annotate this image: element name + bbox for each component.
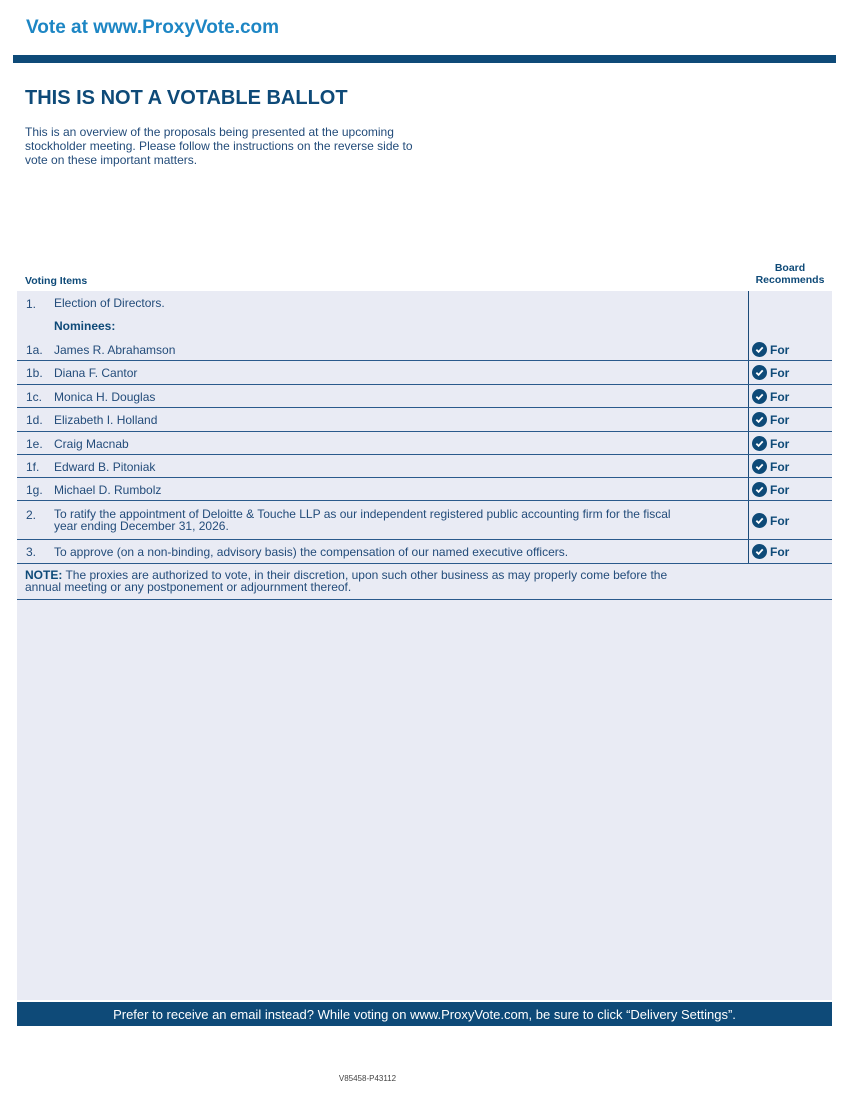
nominee-name: Michael D. Rumbolz	[54, 483, 162, 497]
nominee-name: Diana F. Cantor	[54, 366, 138, 380]
recommendation-label: For	[770, 436, 790, 451]
nominee-number: 1e.	[26, 437, 43, 451]
nominee-name: Craig Macnab	[54, 437, 129, 451]
table-row-nominee-1d	[17, 408, 832, 432]
board-recommends-line1: Board	[774, 262, 806, 274]
check-circle-icon	[752, 342, 767, 357]
intro-text: This is an overview of the proposals being presented at the upcoming stockholder meeting. Please follow the instructions on the reverse side to vote on these important matters.	[25, 125, 413, 167]
item-2-text	[54, 508, 744, 532]
nominee-name: Elizabeth I. Holland	[54, 413, 158, 427]
recommendation	[752, 459, 789, 474]
table-row-nominee-1f	[17, 455, 832, 478]
note-label: NOTE:	[25, 568, 63, 582]
item-2-line2: year ending December 31, 2026.	[54, 519, 229, 533]
check-circle-icon	[752, 436, 767, 451]
item-2-line1: To ratify the appointment of Deloitte & Touche LLP as our independent registered public accounting firm for the fiscal	[54, 507, 671, 521]
check-circle-icon	[752, 513, 767, 528]
note-line-2: annual meeting or any postponement or adjournment thereof.	[25, 580, 352, 594]
table-row-nominee-1b	[17, 361, 832, 385]
table-row-nominee-1g	[17, 478, 832, 501]
nominee-number: 1a.	[26, 343, 43, 357]
item-2-row	[17, 501, 832, 540]
recommendation-label: For	[770, 342, 790, 357]
nominee-name: James R. Abrahamson	[54, 343, 176, 357]
header-rule	[13, 55, 836, 63]
item-3-number: 3.	[26, 545, 37, 559]
nominee-name: Edward B. Pitoniak	[54, 460, 156, 474]
recommendation	[752, 513, 789, 528]
nominee-number: 1c.	[26, 390, 43, 404]
item-3-text: To approve (on a non-binding, advisory basis) the compensation of our named executive officers.	[54, 545, 569, 559]
nominee-number: 1d.	[26, 413, 43, 427]
recommendation-label: For	[770, 482, 790, 497]
recommendation	[752, 365, 789, 380]
recommendation-label: For	[770, 459, 790, 474]
recommendation	[752, 342, 789, 357]
recommendation	[752, 389, 789, 404]
site-title: Vote at www.ProxyVote.com	[26, 17, 280, 38]
document-code: V85458-P43112	[338, 1074, 397, 1083]
nominee-number: 1g.	[26, 483, 43, 497]
check-circle-icon	[752, 412, 767, 427]
table-row-nominee-1e	[17, 432, 832, 455]
recommendation-label: For	[770, 513, 790, 528]
recommendation	[752, 436, 789, 451]
item-1-row	[17, 297, 832, 311]
nominee-name: Monica H. Douglas	[54, 390, 156, 404]
note-rule	[17, 599, 832, 600]
note-text	[25, 569, 760, 593]
delivery-settings-banner	[17, 1002, 832, 1026]
check-circle-icon	[752, 459, 767, 474]
nominee-number: 1b.	[26, 366, 43, 380]
item-1-text: Election of Directors.	[54, 296, 165, 310]
nominee-number: 1f.	[26, 460, 40, 474]
ballot-heading: THIS IS NOT A VOTABLE BALLOT	[25, 87, 348, 109]
check-circle-icon	[752, 544, 767, 559]
recommendation-label: For	[770, 544, 790, 559]
item-3-row	[17, 540, 832, 564]
recommendation	[752, 482, 789, 497]
recommendation-label: For	[770, 389, 790, 404]
table-row-nominee-1c	[17, 385, 832, 408]
table-row-nominee-1a	[17, 338, 832, 361]
check-circle-icon	[752, 389, 767, 404]
voting-items-header: Voting Items	[25, 275, 88, 287]
note-line1-text: The proxies are authorized to vote, in their discretion, upon such other business as may properly come before the	[62, 568, 668, 582]
check-circle-icon	[752, 365, 767, 380]
delivery-settings-text: Prefer to receive an email instead? While voting on www.ProxyVote.com, be sure to click “Delivery Settings”.	[113, 1006, 736, 1022]
recommendation-label: For	[770, 365, 790, 380]
board-recommends-header	[748, 262, 832, 286]
recommendation	[752, 412, 789, 427]
check-circle-icon	[752, 482, 767, 497]
recommendation	[752, 544, 789, 559]
recommendation-label: For	[770, 412, 790, 427]
item-2-number: 2.	[26, 508, 37, 522]
item-1-number: 1.	[26, 297, 37, 311]
nominees-label-row	[17, 320, 832, 334]
board-recommends-line2: Recommends	[755, 274, 825, 286]
nominees-label: Nominees:	[54, 319, 116, 333]
